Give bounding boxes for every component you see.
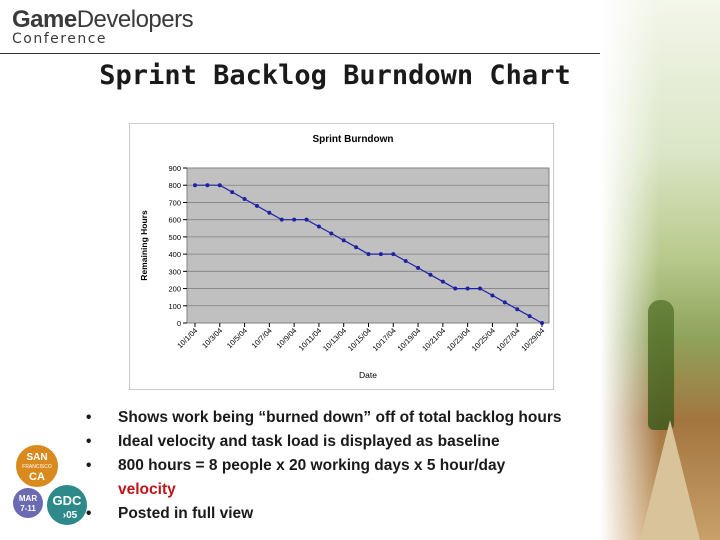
y-tick-label: 900 [168, 164, 181, 173]
badge-event: GDC [52, 493, 82, 508]
data-point [305, 218, 309, 222]
chart-title: Sprint Burndown [312, 134, 394, 145]
y-tick-label: 200 [168, 284, 181, 294]
data-point [367, 252, 371, 256]
logo-developers-text: Developers [76, 6, 194, 33]
badge-state: CA [29, 471, 45, 483]
bullet-item [86, 454, 646, 502]
x-axis-label: Date [359, 370, 377, 380]
x-tick-label: 10/1/04 [175, 326, 200, 351]
y-tick-label: 0 [176, 319, 181, 328]
logo-conference-text: Conference [12, 31, 108, 47]
bullet-text: Ideal velocity and task load is displayed as baseline [118, 433, 500, 450]
data-point [317, 225, 321, 229]
header-divider [0, 53, 600, 54]
data-point [515, 307, 519, 311]
bullet-dot-icon: • [86, 505, 92, 522]
data-point [503, 300, 507, 304]
x-tick-label: 10/25/04 [469, 326, 497, 354]
bullet-item [86, 502, 646, 526]
y-tick-label: 400 [168, 250, 181, 260]
y-tick-label: 500 [168, 232, 181, 242]
x-tick-label: 10/7/04 [249, 326, 274, 351]
x-tick-label: 10/9/04 [274, 326, 299, 351]
road-image [640, 420, 700, 540]
burndown-chart [129, 123, 554, 390]
data-point [441, 280, 445, 284]
data-point [466, 287, 470, 291]
data-point [193, 183, 197, 187]
bullet-item [86, 430, 646, 454]
bullet-text: Posted in full view [118, 505, 254, 522]
data-point [255, 204, 259, 208]
badge-city: SAN [26, 452, 48, 463]
bullet-list [86, 406, 646, 526]
data-point [280, 218, 284, 222]
x-tick-label: 10/27/04 [494, 326, 522, 354]
bullet-text: 800 hours = 8 people x 20 working days x 5 hour/day [118, 457, 506, 474]
data-point [453, 287, 457, 291]
y-tick-label: 300 [168, 267, 181, 277]
bullet-dot-icon: • [86, 409, 92, 426]
x-tick-label: 10/19/04 [395, 326, 423, 354]
data-point [205, 183, 209, 187]
tree-row-image [648, 300, 674, 430]
y-tick-label: 800 [168, 181, 181, 191]
x-tick-label: 10/23/04 [445, 326, 473, 354]
data-point [292, 218, 296, 222]
x-tick-label: 10/11/04 [296, 326, 324, 353]
data-point [342, 238, 346, 242]
x-tick-label: 10/29/04 [519, 326, 547, 354]
data-point [267, 211, 271, 215]
badge-month: MAR [18, 494, 38, 503]
data-point [379, 252, 383, 256]
plot-area [187, 168, 549, 323]
badge-year: ›05 [62, 510, 78, 521]
data-point [391, 252, 395, 256]
bullet-highlight-text: velocity [118, 481, 176, 498]
data-point [428, 273, 432, 277]
data-point [243, 197, 247, 201]
data-point [354, 245, 358, 249]
data-point [478, 287, 482, 291]
data-point [528, 314, 532, 318]
gdc-sf-badge [12, 433, 98, 533]
y-tick-label: 700 [168, 198, 181, 208]
data-point [329, 231, 333, 235]
data-point [416, 266, 420, 270]
badge-purple-circle [13, 488, 43, 518]
x-tick-label: 10/5/04 [224, 326, 249, 351]
y-tick-label: 600 [168, 215, 181, 225]
data-point [230, 190, 234, 194]
x-tick-label: 10/17/04 [370, 326, 398, 354]
bullet-dot-icon: • [86, 433, 92, 450]
y-tick-label: 100 [168, 301, 181, 311]
x-tick-label: 10/21/04 [420, 326, 448, 354]
data-point [404, 259, 408, 263]
badge-city2: FRANCISCO [22, 464, 52, 470]
slide-title: Sprint Backlog Burndown Chart [99, 60, 571, 91]
data-point [490, 293, 494, 297]
logo-game-text: Game [12, 6, 77, 33]
data-point [540, 321, 544, 325]
x-tick-label: 10/3/04 [200, 326, 225, 351]
bullet-item [86, 406, 646, 430]
y-axis-label: Remaining Hours [139, 210, 149, 281]
bullet-text: Shows work being “burned down” off of total backlog hours [118, 409, 562, 426]
x-tick-label: 10/15/04 [345, 326, 373, 354]
bullet-dot-icon: • [86, 457, 92, 474]
x-tick-label: 10/13/04 [321, 326, 349, 354]
data-point [218, 183, 222, 187]
badge-days: 7-11 [20, 504, 36, 513]
gdc-logo [12, 6, 193, 47]
